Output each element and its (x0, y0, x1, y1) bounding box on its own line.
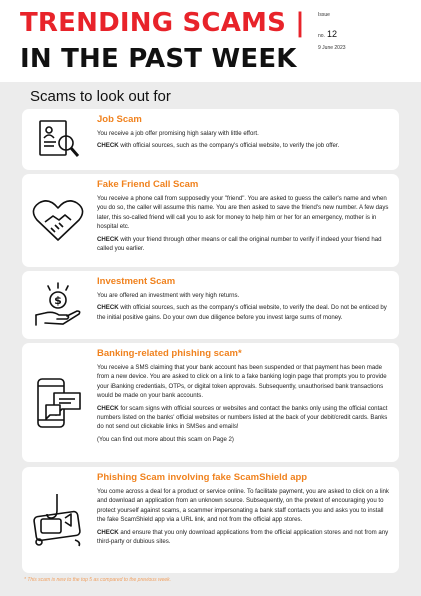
check-text: with official sources, such as the company's official website, to verify the deal. Do not be enticed by the initial positive gains. Do your own due diligence before you invest large sums of money. (97, 304, 387, 321)
card-check (97, 404, 391, 432)
section-title: Scams to look out for (30, 88, 171, 105)
title-line-2: IN THE PAST WEEK (20, 44, 297, 74)
check-text: and ensure that you only download applications from the official application stores and not from any third-party or dubious sites. (97, 528, 389, 546)
card-description: You come across a deal for a product or service online. To facilitate payment, you are asked to click on a link and download an application from an unknown source. Subsequently, on the pretext of encouraging you to protect yourself against scams, a scammer impersonating a bank staff contacts you and asks you to install the fake ScamShield app via a URL link, and not from the official app stores. (97, 488, 389, 524)
scam-card-fake-friend (22, 174, 399, 267)
check-label: CHECK (97, 528, 119, 536)
card-content (97, 348, 391, 447)
check-text: with your friend through other means or call the original number to verify if indeed your friend had called you earlier. (97, 235, 382, 253)
heart-handshake-icon (22, 174, 94, 267)
phone-message-icon (22, 343, 94, 462)
card-check (97, 303, 391, 322)
issue-date: 9 June 2023 (318, 45, 346, 51)
check-label: CHECK (97, 235, 119, 243)
card-note: (You can find out more about this scam on Page 2) (97, 435, 234, 443)
card-content (97, 276, 391, 325)
card-content (97, 472, 391, 549)
footnote: * This scam is new to the top 5 as compared to the previous week. (24, 577, 172, 583)
page-header (0, 0, 421, 82)
issue-no-label: no. (318, 33, 325, 39)
card-check (97, 235, 391, 254)
check-label: CHECK (97, 404, 119, 412)
scam-card-job (22, 109, 399, 170)
issue-number: 12 (326, 29, 337, 39)
card-description: You are offered an investment with very high returns. (97, 292, 240, 299)
svg-text:$: $ (54, 294, 62, 307)
card-description: You receive a phone call from supposedly your "friend". You are asked to guess the caller's name and when you do so, the caller will assume this name. You are then asked to save the friend's new number. A few days later, this so-called friend will call you to ask for money to help him or her for an emergency, mother is in hospital etc. (97, 195, 389, 231)
issue-label: Issue (318, 12, 330, 18)
title-line-1: TRENDING SCAMS | (20, 8, 305, 38)
card-description: You receive a SMS claiming that your bank account has been suspended or that payment has been made from a new device. You are asked to click on a link to a fake banking login page that prompts you to provide your iBanking credentials, OTPs, or digital token approvals. Subsequently, unauthorised bank transactions would be made on your bank accounts. (97, 364, 387, 400)
card-title: Phishing Scam involving fake ScamShield app (97, 472, 308, 483)
card-description: You receive a job offer promising high salary with little effort. (97, 130, 259, 137)
money-hand-icon (22, 271, 94, 339)
check-label: CHECK (97, 142, 119, 150)
card-check (97, 141, 391, 150)
card-check (97, 528, 391, 547)
phone-hook-icon (22, 467, 94, 573)
check-text: for scam signs with official sources or websites and contact the banks only using the official contact numbers listed on the banks' official websites or numbers listed at the back of your debit/credit cards. Banks do not send out clickable links in SMSes and emails! (97, 404, 388, 431)
job-search-icon (22, 109, 94, 170)
check-text: with official sources, such as the company's official website, to verify the job offer. (118, 142, 340, 150)
issue-number-row (318, 29, 337, 39)
card-title: Fake Friend Call Scam (97, 179, 199, 190)
scam-card-investment (22, 271, 399, 339)
card-content (97, 114, 391, 154)
card-content (97, 179, 391, 256)
card-title: Job Scam (97, 114, 142, 125)
scam-card-fake-scamshield (22, 467, 399, 573)
card-title: Banking-related phishing scam* (97, 348, 242, 359)
check-label: CHECK (97, 304, 119, 312)
card-title: Investment Scam (97, 276, 176, 287)
scam-card-banking-phishing (22, 343, 399, 462)
